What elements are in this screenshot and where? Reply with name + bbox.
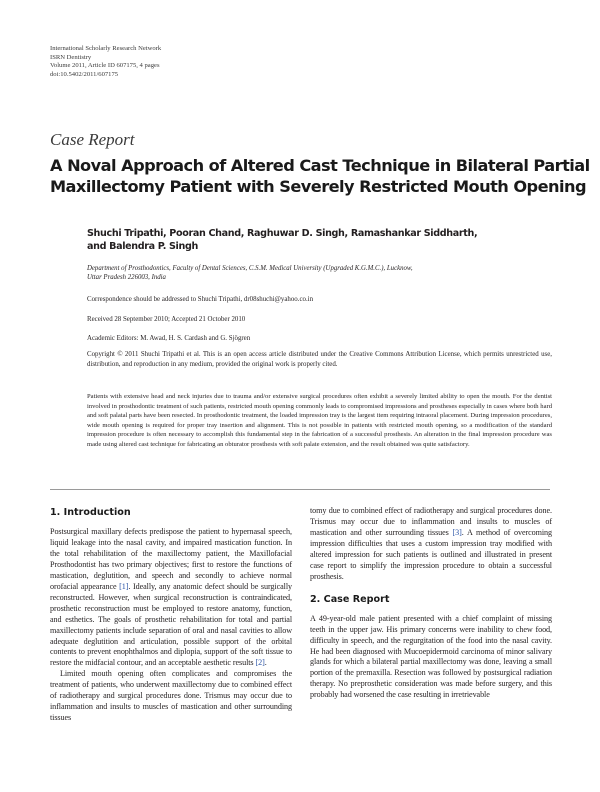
- journal-doi: doi:10.5402/2011/607175: [50, 70, 119, 78]
- intro-paragraph-1: [50, 527, 292, 669]
- correspondence: Correspondence should be addressed to Shuchi Tripathi, dr08shuchi@yahoo.co.in: [87, 296, 314, 303]
- citation-link-1[interactable]: [1]: [119, 581, 129, 591]
- paper-title: [50, 155, 590, 197]
- section-divider: [50, 489, 550, 490]
- case-report-heading: 2. Case Report: [310, 593, 390, 605]
- intro-p2-continuation: tomy due to combined effect of radiotherapy and surgical procedures done. Trismus may occur due to inflammation and insults to muscles of mastication and other surrounding tissues: [310, 506, 552, 537]
- abstract: Patients with extensive head and neck injuries due to trauma and/or extensive surgical procedures often exhibit a severely limited ability to open the mouth. For the dentist involved in prosthodontic treatment of such patients, restricted mouth opening commonly leads to compromised impressions and prostheses especially in cases where both hard and soft palatal parts have been resected. In prosthodontic treatment, the loaded impression tray is the largest item requiring intraoral placement. During impression procedures, wide mouth opening is required for proper tray insertion and alignment. This is not possible in patients with restricted mouth opening, so a modification of the standard impression procedure is often necessary to accomplish this fundamental step in the fabrication of a successful prosthesis. An alteration in the final impression procedure was made using altered cast technique for fabricating an obturator prosthesis with soft palate extension, and the result obtained was quite satisfactory.: [87, 393, 552, 448]
- journal-volume: Volume 2011, Article ID 607175, 4 pages: [50, 62, 160, 70]
- intro-text-a: Postsurgical maxillary defects predispose the patient to hypernasal speech, liquid leakage into the nasal cavity, and impaired mastication function. In the total rehabilitation of the maxillectomy patient, the Maxillofacial Prosthodontist has two primary objectives; first to restore the functions of mastication, deglutition, and speech and secondly to achieve normal orofacial appearance: [50, 527, 292, 591]
- title-line-2: Maxillectomy Patient with Severely Restricted Mouth Opening: [50, 177, 586, 196]
- academic-editors: Academic Editors: M. Awad, H. S. Cardash and G. Sjögren: [87, 335, 251, 342]
- intro-text-c: .: [264, 658, 267, 668]
- journal-name: ISRN Dentistry: [50, 53, 92, 61]
- license-text: Copyright © 2011 Shuchi Tripathi et al. This is an open access article distributed under the Creative Commons Attribution License, which permits unrestricted use, distribution, and reproduction in any medium, provided the original work is properly cited.: [87, 351, 552, 368]
- title-line-1: A Noval Approach of Altered Cast Technique in Bilateral Partial: [50, 156, 590, 175]
- article-type: Case Report: [50, 130, 135, 149]
- affiliation-line-2: Uttar Pradesh 226003, India: [87, 274, 166, 282]
- intro-p2-text: Limited mouth opening often complicates and compromises the treatment of patients, who underwent maxillectomy due to combined effect of radiotherapy and surgical procedures done. Trismus may occur due to inflammation and insults to muscles of mastication and other surrounding tissues: [50, 669, 292, 723]
- citation-link-3[interactable]: [3]: [452, 527, 462, 537]
- intro-paragraph-2: [50, 669, 292, 723]
- journal-info: [50, 45, 161, 79]
- authors-line-2: and Balendra P. Singh: [87, 241, 198, 253]
- intro-p2-tail: . A method of overcoming impression difficulties that uses a custom impression tray modified with altered impression for such patients is outlined and illustrated in present case report to simplify the impression procedure to obtain a successful prosthesis.: [310, 527, 552, 581]
- introduction-heading: 1. Introduction: [50, 507, 131, 518]
- right-column: [310, 506, 552, 701]
- affiliation: [87, 264, 562, 283]
- left-column: [50, 506, 292, 723]
- authors-line-1: Shuchi Tripathi, Pooran Chand, Raghuwar D. Singh, Ramashankar Siddharth,: [87, 228, 478, 239]
- case-paragraph-1: A 49-year-old male patient presented with a chief complaint of missing teeth in the upper jaw. His primary concerns were inability to chew food, difficulty in speech, and the regurgitation of the food into the nasal cavity. He had been diagnosed with Mucoepidermoid carcinoma of minor salivary glands for which a bilateral partial maxillectomy was done, leaving a small portion of the premaxilla. Resection was followed by postsurgical radiation therapy. No preprosthetic consideration was made before surgery, and this probably had worsened the case resulting in irretrievable: [310, 613, 552, 700]
- authors: [87, 227, 557, 253]
- affiliation-line-1: Department of Prosthodontics, Faculty of Dental Sciences, C.S.M. Medical University (Upgraded K.G.M.C.), Lucknow,: [87, 265, 413, 272]
- intro-text-b: . Ideally, any anatomic defect should be surgically reconstructed. However, when surgical reconstruction is contraindicated, prosthetic reconstruction must be employed to restore anatomy, function, and esthetics. The goals of prosthetic rehabilitation for total and partial maxillectomy patients include separation of oral and nasal cavities to allow adequate deglutition and articulation, possible support of the orbital contents to prevent enophthalmos and diplopia, support of the soft tissue to restore the midfacial contour, and an acceptable aesthetic results: [50, 581, 292, 668]
- intro-continued: [310, 506, 552, 583]
- dates: Received 28 September 2010; Accepted 21 October 2010: [87, 316, 246, 323]
- journal-network: International Scholarly Research Network: [50, 45, 162, 52]
- citation-link-2[interactable]: [2]: [255, 658, 265, 668]
